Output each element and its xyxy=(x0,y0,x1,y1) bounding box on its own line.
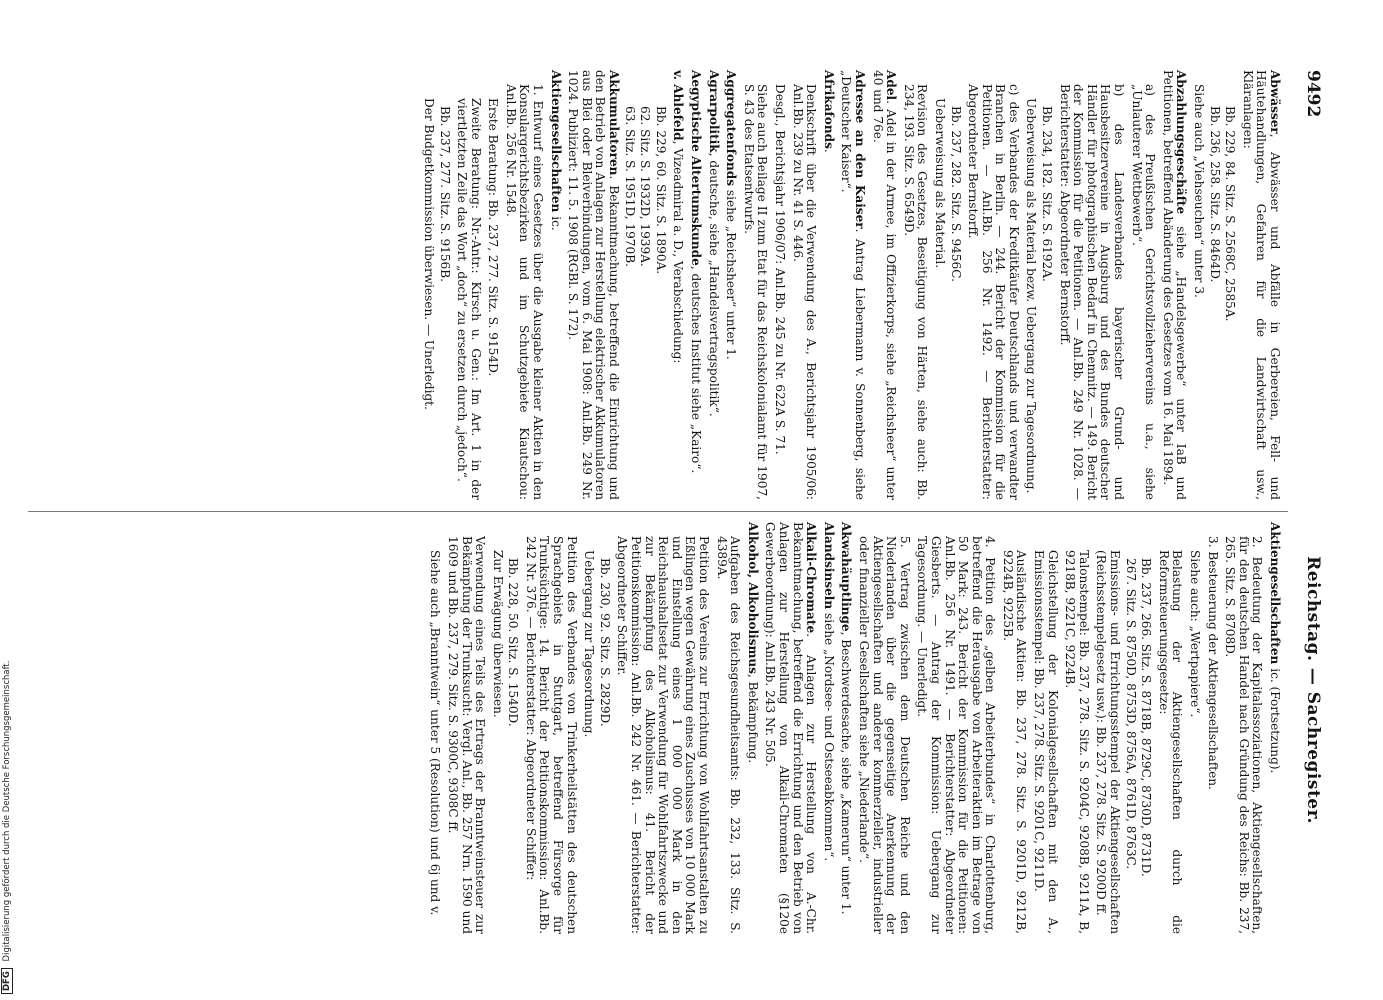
index-entry xyxy=(724,70,738,500)
index-text: Revision des Gesetzes, Beseitigung von Härten, siehe auch: Bb. 234, 193. Sitz. S. 6549D. xyxy=(901,84,930,500)
index-subentry xyxy=(1094,522,1121,934)
index-subentry xyxy=(486,70,500,500)
index-subentry xyxy=(1205,522,1219,934)
index-text: Bb. 237, 282. Sitz. S. 9456C. xyxy=(948,106,963,282)
index-subentry xyxy=(1024,70,1038,500)
index-text: Siehe auch „Branntwein“ unter 5 (Resolution) und 6j und v. xyxy=(428,550,443,916)
index-term: Aktiengesellschaften xyxy=(1268,522,1282,665)
index-subentry xyxy=(1223,522,1264,934)
index-subentry xyxy=(772,70,786,500)
index-subentry xyxy=(615,522,710,934)
index-text: , Bekämpfung. xyxy=(745,673,760,764)
index-text: Aufgaben des Reichsgesundheitsamts: Bb. 232, 133. Sitz. S. 4389A. xyxy=(714,536,743,934)
page-title: Reichstag. — Sachregister. xyxy=(1303,556,1323,824)
index-subentry xyxy=(506,522,520,934)
index-subentry xyxy=(1063,522,1090,934)
index-subentry xyxy=(638,70,652,500)
credit-text: Digitalisierung gefördert durch die Deutsche Forschungsgemeinschaft. xyxy=(2,660,12,962)
index-text: a) des Preußischen Gerichtsvollziehervereins u.a., siehe „Unlauterer Wettbewerb“. xyxy=(1129,84,1158,500)
index-term: v. Ahlefeld xyxy=(671,70,686,141)
index-term: Alkali-Chromate xyxy=(804,522,819,634)
index-subentry xyxy=(1156,522,1183,934)
index-subentry xyxy=(966,70,1020,500)
index-entry xyxy=(839,522,853,934)
index-subentry xyxy=(948,70,962,500)
index-subentry xyxy=(653,70,667,500)
index-subentry xyxy=(622,70,636,500)
dfg-logo: DFG xyxy=(1,968,13,994)
index-text: Denkschrift über die Verwendung des A., Berichtsjahr 1905/06: Anl.Bb. 239 zu Nr. 41 S. 446. xyxy=(790,84,819,500)
index-subentry xyxy=(932,70,946,500)
index-term: Alandsinseln xyxy=(821,522,836,610)
index-term: Adresse an den Kaiser xyxy=(852,70,867,229)
index-text: 267. Sitz. S. 8750D, 8753D, 8756A, 8761D, 8763C. xyxy=(1123,558,1138,870)
index-text: Bb. 228, 50. Sitz. S. 1540D. xyxy=(506,558,521,727)
index-term: Akwahäuptlinge xyxy=(839,522,854,632)
digitization-credit xyxy=(0,0,14,1000)
index-term: Aktiengesellschaften xyxy=(548,70,563,213)
index-entry xyxy=(870,70,897,500)
index-text: Bb. 234, 182. Sitz. S. 6192A. xyxy=(1040,106,1055,282)
index-text: , deutsche, siehe „Handelsvertragspolitik“. xyxy=(706,152,721,417)
index-text: , Beschwerdesache, siehe „Kamerun“ unter 1. xyxy=(839,631,854,915)
index-entry xyxy=(688,70,702,500)
index-subentry xyxy=(1191,70,1205,500)
index-text: Desgl., Berichtsjahr 1906/07: Anl.Bb. 245 zu Nr. 622A S. 71. xyxy=(773,84,787,455)
index-text: Zur Erwägung überwiesen. xyxy=(490,550,505,718)
index-text: Der Budgetkommission überwiesen. — Unerledigt. xyxy=(421,98,436,410)
index-text: 4. Petition des „gelben Arbeiterbundes“ in Charlottenburg, betreffend die Herausgabe von Arbeiteraktien im Betrage von 50 Mark: 243. Bericht der Kommission für die Petitionen: Anl.Bb. 256 Nr. 1491. — Berichterstatter: Abgeordneter Giesberts. — Antrag der Kommission: Uebergang zur Tagesordnung. — Unerledigt. xyxy=(915,536,998,934)
index-term: Afrikafonds xyxy=(821,70,836,149)
index-subentry xyxy=(1223,70,1237,500)
index-subentry xyxy=(582,522,596,934)
index-text: Talonstempel: Bb. 237, 278. Sitz. S. 9204C, 9208B, 9211A, B, 9218B, 9221C, 9224B. xyxy=(1063,550,1091,934)
index-subentry xyxy=(428,522,442,934)
index-subentry xyxy=(1040,70,1054,500)
index-subentry xyxy=(523,522,577,934)
index-subentry xyxy=(597,522,611,934)
index-text: , Abwässer und Abfälle in Gerbereien, Fell- und Häutehandlungen, Gefahren für die Landwirtschaft usw., Kläranlagen: xyxy=(1240,70,1282,500)
index-text: Bb. 229, 60. Sitz. S. 1890A. xyxy=(653,106,668,275)
page-number: 9492 xyxy=(1303,70,1323,118)
index-entry xyxy=(745,522,759,934)
index-term: Abzahlungsgeschäfte xyxy=(1174,70,1189,215)
index-subentry xyxy=(1187,522,1201,934)
index-text: . Antrag Liebermann v. Sonnenberg, siehe „Deutscher Kaiser“. xyxy=(839,70,867,500)
index-text: Siehe auch „Viehseuchen“ unter 3. xyxy=(1192,84,1207,298)
index-entry xyxy=(821,522,835,934)
index-subentry xyxy=(1207,70,1221,500)
index-subentry xyxy=(1129,70,1156,500)
index-entry xyxy=(1240,70,1281,500)
index-text: 5. Vertrag zwischen dem Deutschen Reiche und den Niederlanden über die gegenseitige Anerkennung der Aktiengesellschaften und anderer kommerzieller, industrieller oder finanzieller Gesellschaften siehe „Niederlande“. xyxy=(856,536,912,934)
index-text: . Adel in der Armee, im Offizierkorps, siehe „Reichsheer“ unter 40 und 76e. xyxy=(870,70,899,500)
index-term: Akkumulatoren xyxy=(607,70,622,176)
index-term: Alkohol, Alkoholismus xyxy=(745,522,760,674)
index-entry xyxy=(566,70,620,500)
index-text: Belastung der Aktiengesellschaften durch die Reformsteuerungsgesetze: xyxy=(1156,550,1185,934)
index-text: . xyxy=(821,148,836,153)
index-term: Abwässer xyxy=(1268,70,1282,134)
index-text: 63. Sitz. S. 1951D, 1970B. xyxy=(622,106,637,267)
index-text: , deutsches Institut siehe „Kairo“. xyxy=(689,265,704,474)
index-text: ic. xyxy=(548,212,563,231)
index-entry xyxy=(839,70,866,500)
index-text: 2. Bedeutung der Kapitalassoziationen, Aktiengesellschaften, für den deutschen Handel nach Gründung des Reichs: Bb. 237, 265. Sitz. S. 8708D. xyxy=(1223,536,1265,934)
index-entry xyxy=(548,70,562,500)
index-subentry xyxy=(714,522,741,934)
index-text: Ausländische Aktien: Bb. 237, 278. Sitz. S. 9201D, 9212B, 9224B, 9225B. xyxy=(1000,550,1029,934)
index-text: Ueberweisung als Material. xyxy=(932,98,947,269)
index-text: 3. Besteuerung der Aktiengesellschaften. xyxy=(1205,536,1220,790)
index-entry xyxy=(1160,70,1187,500)
index-subentry xyxy=(1032,522,1059,934)
index-text: Verwendung eines Teils des Ertrags der Branntweinsteuer zur Bekämpfung der Trunksucht: Vergl. Anl., Bb. 257 Nrn. 1590 und 1609 und Bb. 237, 279. Sitz. S. 9300C, 9308C ff. xyxy=(445,536,488,934)
index-text: Gleichstellung der Kolonialgesellschaften mit den A., Emissionsstempel: Bb. 237, 278. Sitz. S. 9201C, 9211D. xyxy=(1032,550,1060,934)
index-text: 62. Sitz. S. 1932D, 1939A. xyxy=(638,106,653,267)
index-term: Aggregatenfonds xyxy=(724,70,739,187)
index-entry xyxy=(706,70,720,500)
index-text: Zweite Beratung: Nr.-Antr.: Kirsch u. Gen.: Im Art. 1 in der viertletzten Zeile das Wort „doch“ zu ersetzen durch „jedoch“. xyxy=(455,98,483,500)
index-text: . Anlagen zur Herstellung von A.-Chr. Bekanntmachung, betreffend die Errichtung und den Betrieb von Anlagen zur Herstellung von Alkali-Chromaten (§120e Gewerbeordnung): Anl.Bb. 243 Nr. 505. xyxy=(763,522,819,934)
index-text: 1. Entwurf eines Gesetzes über die Ausgabe kleiner Aktien in den Konsulargerichtsbezirken und im Schutzgebiete Kiautschou: Anl.Bb. 256 Nr. 1548. xyxy=(503,84,546,500)
index-text: Bb. 237, 277. Sitz. S. 9156B. xyxy=(437,106,452,282)
index-text: siehe „Reichsheer“ unter 1. xyxy=(724,186,739,360)
index-text: Ueberweisung als Material bezw. Uebergang zur Tagesordnung. xyxy=(1024,98,1039,494)
index-subentry xyxy=(490,522,504,934)
index-term: Agrarpolitik xyxy=(706,70,721,153)
index-subentry xyxy=(741,70,768,500)
index-term: Aegyptische Altertumskunde xyxy=(689,70,704,266)
index-subentry xyxy=(1057,70,1125,500)
index-text: siehe „Handelsgewerbe“ unter IaB und Petitionen, betreffend Abänderung des Gesetzes vom 16. Mai 1894. xyxy=(1160,70,1189,500)
index-text: Erste Beratung: Bb. 237, 277. Sitz. S. 9154D. xyxy=(486,98,501,377)
index-text: Petition des Vereins zur Errichtung von Wohlfahrtsanstalten zu Eßlingen wegen Gewährung eines Zuschusses von 10 000 Mark und Einstellung eines 1 000 000 Mark in den Reichshaushaltsetat zur Verwendung für Wohlfahrtszwecke und zur Bekämpfung des Alkoholismus: 41. Bericht der Petitionskommission: Anl.Bb. 242 Nr. 461. — Berichterstatter: Abgeordneter Schiffer. xyxy=(615,536,712,934)
index-text: c) des Verbandes der Kreditkäufer Deutschlands und verwandter Branchen in Berlin. — 244. Bericht der Kommission für die Petitionen. — Anl.Bb. 256 Nr. 1492. — Berichterstatter: Abgeordneter Bernstorff. xyxy=(966,84,1021,500)
index-term: Adel xyxy=(884,70,899,101)
index-subentry xyxy=(455,70,482,500)
index-subentry xyxy=(856,522,910,934)
index-text: Bb. 229, 84. Sitz. S. 2568C, 2585A. xyxy=(1223,106,1238,322)
column-divider xyxy=(28,511,1288,512)
left-column xyxy=(417,70,1281,500)
index-entry xyxy=(1267,522,1281,934)
index-text: Bb. 230, 92. Sitz. S. 2829D. xyxy=(597,558,612,727)
index-text: Uebergang zur Tagesordnung. xyxy=(582,550,597,738)
index-subentry xyxy=(1139,522,1153,934)
index-text: Emissions- und Errichtungsstempel der Aktiengesellschaften (Reichsstempelgesetz usw.): Bb. 237, 278. Sitz. S. 9200D ff. xyxy=(1094,550,1123,934)
index-text: Siehe auch Beilage II zum Etat für das Reichskolonialamt für 1907, S. 43 des Etatsentwurfs. xyxy=(741,84,770,500)
index-text: Siehe auch: „Wertpapiere“. xyxy=(1188,550,1203,718)
index-text: , Vizeadmiral a. D., Verabschiedung: xyxy=(671,140,686,364)
index-text: b) des Landesverbandes bayerischer Grund- und Hausbesitzervereine in Augsburg und des Bundes deutscher Händler für photographischen Bedarf in Chemnitz. — 149. Bericht der Kommission für die Petitionen. — Anl.Bb. 249 Nr. 1028. — Berichterstatter: Abgeordneter Bernstorff. xyxy=(1057,84,1127,500)
index-subentry xyxy=(790,70,817,500)
index-subentry xyxy=(915,522,997,934)
index-subentry xyxy=(503,70,544,500)
index-entry xyxy=(671,70,685,500)
index-subentry xyxy=(445,522,486,934)
index-entry xyxy=(821,70,835,500)
index-text: ic. (Fortsetzung). xyxy=(1268,664,1282,774)
index-subentry xyxy=(901,70,928,500)
right-column xyxy=(424,522,1281,934)
index-text: siehe „Nordsee- und Ostseeabkommen“. xyxy=(821,609,836,862)
index-entry xyxy=(763,522,817,934)
index-subentry xyxy=(1000,522,1027,934)
index-subentry xyxy=(437,70,451,500)
index-text: Bb. 236, 258. Sitz. S. 8464D. xyxy=(1207,106,1222,283)
index-subentry xyxy=(1123,522,1137,934)
index-text: . Bekanntmachung, betreffend die Einrichtung und den Betrieb von Anlagen zur Herstellung elektrischer Akkumulatoren aus Blei oder Bleiverbindungen, vom 6. Mai 1908: Anl.Bb. 249 Nr. 1024. Publiziert: 11. 5. 1908 (RGBl. S. 172). xyxy=(566,70,622,500)
index-subentry xyxy=(421,70,435,500)
index-text: Petition des Verbandes von Trinkerheilstätten des deutschen Sprachgebiets in Stuttgart, betreffend Fürsorge für Trunksüchtige: 14. Bericht der Petitionskommission: Anl.Bb. 242 Nr. 376. — Berichterstatter: Abgeordneter Schiffer: xyxy=(523,536,579,934)
index-text: Bb. 237, 266. Sitz. S. 8718B, 8729C, 8730D, 8731D. xyxy=(1139,558,1154,877)
